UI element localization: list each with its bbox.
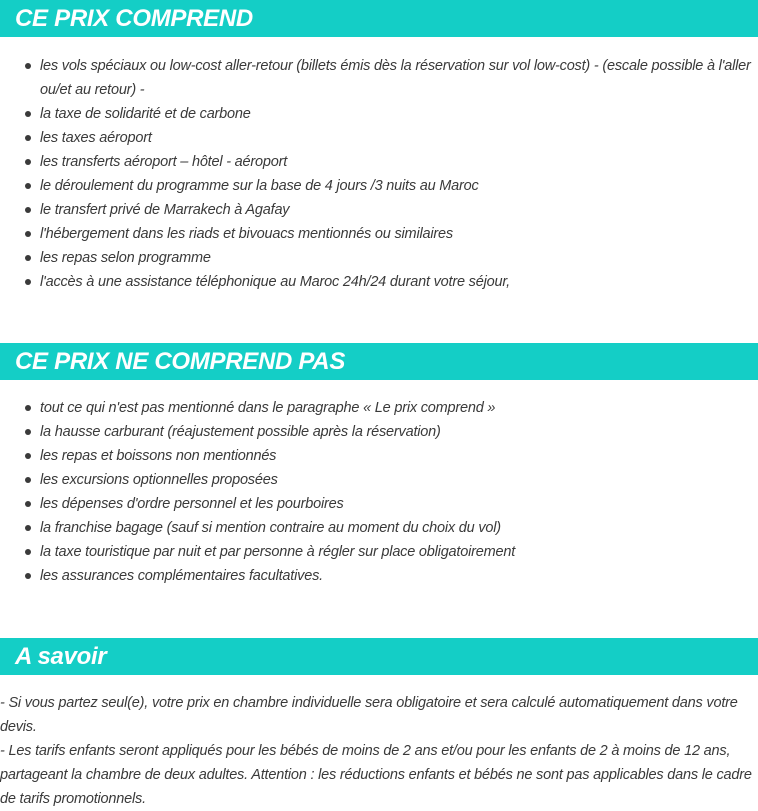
list-item: les excursions optionnelles proposées <box>0 468 758 492</box>
list-item: l'hébergement dans les riads et bivouacs mentionnés ou similaires <box>0 222 758 246</box>
note-paragraph: - Les tarifs enfants seront appliqués pour les bébés de moins de 2 ans et/ou pour les enfants de 2 à moins de 12 ans, partageant la chambre de deux adultes. Attention : les réductions enfants et bébés ne sont pas applicables dans le cadre de tarifs promotionnels. <box>0 743 752 807</box>
excludes-header <box>0 343 758 380</box>
list-item: les repas et boissons non mentionnés <box>0 444 758 468</box>
list-item: les repas selon programme <box>0 246 758 270</box>
to-know-header <box>0 638 758 675</box>
list-item: la taxe de solidarité et de carbone <box>0 102 758 126</box>
excludes-title: CE PRIX NE COMPREND PAS <box>15 347 346 375</box>
list-item: les assurances complémentaires facultatives. <box>0 564 758 588</box>
list-item: le déroulement du programme sur la base de 4 jours /3 nuits au Maroc <box>0 174 758 198</box>
list-item: le transfert privé de Marrakech à Agafay <box>0 198 758 222</box>
list-item: les transferts aéroport – hôtel - aéroport <box>0 150 758 174</box>
list-item: les vols spéciaux ou low-cost aller-retour (billets émis dès la réservation sur vol low-cost) - (escale possible à l'aller ou/et au retour) - <box>0 54 758 102</box>
list-item: tout ce qui n'est pas mentionné dans le paragraphe « Le prix comprend » <box>0 396 758 420</box>
includes-title: CE PRIX COMPREND <box>15 4 253 32</box>
list-item: la taxe touristique par nuit et par personne à régler sur place obligatoirement <box>0 540 758 564</box>
to-know-notes <box>0 691 758 811</box>
list-item: l'accès à une assistance téléphonique au Maroc 24h/24 durant votre séjour, <box>0 270 758 294</box>
to-know-title: A savoir <box>15 642 107 670</box>
includes-header <box>0 0 758 37</box>
list-item: la franchise bagage (sauf si mention contraire au moment du choix du vol) <box>0 516 758 540</box>
list-item: les dépenses d'ordre personnel et les pourboires <box>0 492 758 516</box>
list-item: les taxes aéroport <box>0 126 758 150</box>
list-item: la hausse carburant (réajustement possible après la réservation) <box>0 420 758 444</box>
note-paragraph: - Si vous partez seul(e), votre prix en chambre individuelle sera obligatoire et sera calculé automatiquement dans votre devis. <box>0 695 738 735</box>
includes-list <box>0 54 758 294</box>
excludes-list <box>0 396 758 588</box>
